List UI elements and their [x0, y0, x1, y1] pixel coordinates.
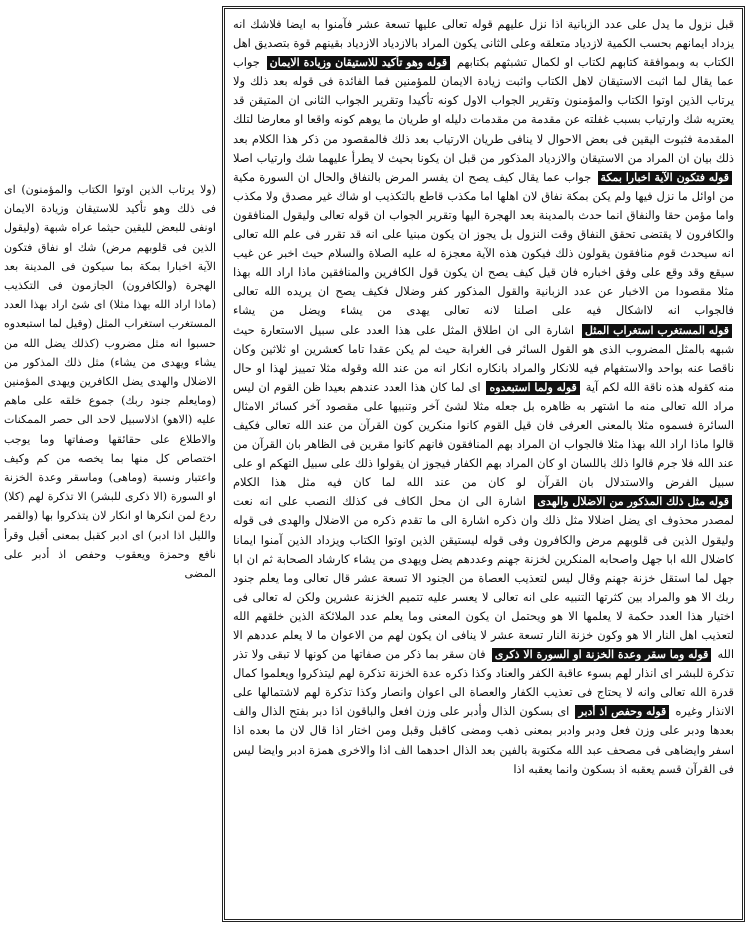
commentary-paragraph [233, 15, 734, 779]
lemma-marker: قوله مثل ذلك المذكور من الاضلال والهدى [534, 495, 732, 509]
lemma-marker: قوله فتكون الآية اخبارا بمكة [598, 171, 733, 185]
paragraph-text: قبل نزول ما يدل على عدد الزبانية اذا نزل عليهم قوله تعالى عليها تسعة عشر فآمنوا به ايضا فلاشك انه يزداد ايمانهم بحسب الكمية لازدياد متعلقه وعلى الثانى يكون المراد بالازدياد الازدياد بقينهم قوة بتصديق اهل الكتاب به وبموافقة كتابهم لكتاب او لكمال تشبثهم بكتابهم [233, 17, 734, 70]
paragraph-text: اى بسكون الذال وأدبر على وزن افعل والباقون اذا دبر بفتح الذال والف بعدها ودبر على وزن فعل ودبر وادبر بمعنى ذهب ومضى كاقبل وقبل ومن اختار اذا قال لان ما بعده اذا اسفر وايضاهى فى مصحف عبد الله مكتوبة بالفين بعد الذال احدهما الف اذا والاخرى همزة ادبر وايضا ليس فى القرآن قسم يعقبه اذ بسكون وانما يعقبه اذا [233, 704, 734, 776]
paragraph-text: فان سقر بما ذكر من صفاتها من كونها لا تبقى ولا تذر تذكرة للبشر اى انذار لهم بسوء عاقبة الكفر والعناد وكذا ذكره عدة الخزنة تذكرة لهم ليتذكروا ويعلموا كمال قدرة الله تعالى وانه لا يحتاج فى تعذيب الكفار والعصاة الى اعوان وانصار وكذا تذكرة لهم لاشتمالها على الانذار وغيره [233, 647, 734, 719]
paragraph-text: اى لما كان هذا العدد عندهم بعيدا ظن القوم ان ليس مراد الله تعالى منه ما اشتهر به ظاهره بل جعله مثلا لشئ آخر وتنبيها على مقصود آخر كسائر الامثال السائرة فسموه مثلا بالمعنى العرفى فان قيل القوم كانوا منكرين كون القرآن من عند الله تعالى فكيف قالوا ماذا اراد الله بهذا مثلا فالجواب ان المراد بهم المنافقون فانهم كانوا مقرين فى الظاهر بان القرآن من عند الله فلا جرم قالوا ذلك باللسان او كان المراد بهم الكفار فيجوز ان يقولوا ذلك على سبيل التهكم او على سبيل الفرض والاستدلال بان القرآن لو كان من عند الله لما كان فيه مثل هذا الكلام [233, 379, 734, 490]
main-commentary [233, 15, 734, 913]
paragraph-text: اشارة الى ان اطلاق المثل على هذا العدد على سبيل الاستعارة حيث شبهه بالمثل المضروب الذى هو القول السائر فى الغرابة حيث لم يكن عقدا تاما كعشرين او ثلاثين وكان ناقصا عنه بواحد والاستفهام فيه للانكار والمراد بانكاره انكار انه من عند الله وقوله مثلا تمييز لهذا او حال منه كقوله هذه ناقة الله لكم آية [233, 322, 734, 394]
lemma-marker: قوله وحفص اذ أدبر [575, 705, 669, 719]
lemma-marker: قوله المستغرب استغراب المثل [582, 324, 732, 338]
main-text-frame [222, 6, 745, 922]
paragraph-text: اشارة الى ان محل الكاف فى كذلك النصب على انه نعت لمصدر محذوف اى يضل اضلالا مثل ذلك وان ذكره اشارة الى ما تقدم ذكره من الاضلال والهدى فى قوله وليقول الذين فى قلوبهم مرض والكافرون وفى قوله ليستيقن الذين اوتوا الكتاب ويزداد الذين آمنوا ايمانا كاضلال الله ابا جهل واصحابه المنكرين لخزنة جهنم وعددهم يضل ويهدى من يشاء كارشاد الصحابة ثم ان ابا جهل لما استقل خزنة جهنم وقال ليس لتعذيب العصاة من الجنود الا تسعة عشر قال تعالى وما يعلم جنود ربك الا هو والمراد بين كثرتها التنبيه على انه تعالى لا يعسر عليه تتميم الخزنة عشرين ولكن له تعالى فى اختيار هذا العدد حكمة لا يعلمها الا هو ويحتمل ان يكون المعنى وما يعلم عدد الملائكة الذين خلقهم الله لتعذيب اهل النار الا هو وكون خزنة النار تسعة عشر لا ينافى ان يكون لهم من الاعوان ما لا يعلم عددهم الا الله [233, 494, 734, 662]
lemma-marker: قوله وهو تأكيد للاستيقان وزيادة الايمان [267, 56, 451, 70]
margin-gloss-text: (ولا يرتاب الذين اوتوا الكتاب والمؤمنون) اى فى ذلك وهو تأكيد للاستيقان وزيادة الايمان اونفى للبعض لليقين حيثما عراه شبهة (وليقول الذين فى قلوبهم مرض) شك او نفاق فتكون الآية اخبارا بمكة بما سيكون فى المدينة بعد الهجرة (والكافرون) الجازمون فى التكذيب (ماذا اراد الله بهذا مثلا) اى شئ اراد بهذا العدد المستغرب استغراب المثل (وقيل لما استبعدوه حسبوا انه مثل مضروب (كذلك يضل الله من يشاء ويهدى من يشاء) مثل ذلك المذكور من الاضلال والهدى يضل الكافرين ويهدى المؤمنين (ومايعلم جنود ربك) جموع خلقه على ماهم عليه (الاهو) اذلاسبيل لاحد الى حصر الممكنات والاطلاع على حقائقها وصفاتها وما يوجب اختصاص كل منها بما يخصه من كم وكيف واعتبار ونسبة (وماهى) وماسقر وعدة الخزنة او السورة (الا ذكرى للبشر) الا تذكرة لهم (كلا) ردع لمن انكرها او انكار لان يتذكروا بها (والقمر والليل اذا ادبر) اى ادبر كقبل بمعنى أقبل وقرأ نافع وحمزة ويعقوب وحفص اذ أدبر على المضى [4, 183, 216, 581]
lemma-marker: قوله وما سقر وعدة الخزنة او السورة الا ذكرى [492, 648, 712, 662]
lemma-marker: قوله ولما استبعدوه [486, 381, 579, 395]
paragraph-text: جواب عما يقال لما اثبت الاستيقان لاهل الكتاب واثبت زيادة الايمان للمؤمنين فما الفائدة فى قوله بعد ذلك ولا يرتاب الذين اوتوا الكتاب والمؤمنون وتقرير الجواب الاول كونه تأكيدا وتقرير الجواب الثانى ان المتيقن قد يعتريه شك وارتياب بسبب غفلته عن مقدمة من مقدمات دليله او طريان ما يوهم كونه واقعا او معارضا لتلك المقدمة فثبوت اليقين فى بعض الاحوال لا ينافى طريان الارتياب بعد ذلك فالمقصود من ذكر هذا الكلام بعد ذلك بيان ان المراد من الاستيقان والازدياد المذكور من قبل ان يكونا بحيث لا يطرأ عليهما شك وارتياب اصلا [233, 55, 734, 165]
paragraph-text: جواب عما يقال كيف يصح ان يفسر المرض بالنفاق والحال ان السورة مكية من اوائل ما نزل فيها ولم يكن بمكة نفاق لان اهلها اما مكذب قاطع بالتكذيب او شاك غير مصدق ولا مكذب واما مؤمن حقا والنفاق انما حدث بالمدينة بعد الهجرة اليها وتقرير الجواب ان قوله تعالى وليقول المنافقون والكافرون لا يقتضى تحقق النفاق وقت النزول بل يجوز ان يكون مبنيا على انه قد تقرر فى علم الله تعالى انه سيحدث قوم منافقون يقولون ذلك فيكون هذه الآية معجزة له عليه الصلاة والسلام حيث اخبر عن غيب سيقع وقد وقع على وفق اخباره فان قيل كيف يصح ان يكون قول الكافرين والمنافقين ماذا اراد الله بهذا مثلا مقصودا من الاخبار عن عدد الزبانية والقول المذكور كفر وضلال فكيف يصح ان يريده الله تعالى فالجواب انه لااشكال فيه على اصلنا لانه تعالى يهدى من يشاء ويضل من يشاء [233, 169, 734, 318]
margin-gloss [4, 180, 216, 780]
